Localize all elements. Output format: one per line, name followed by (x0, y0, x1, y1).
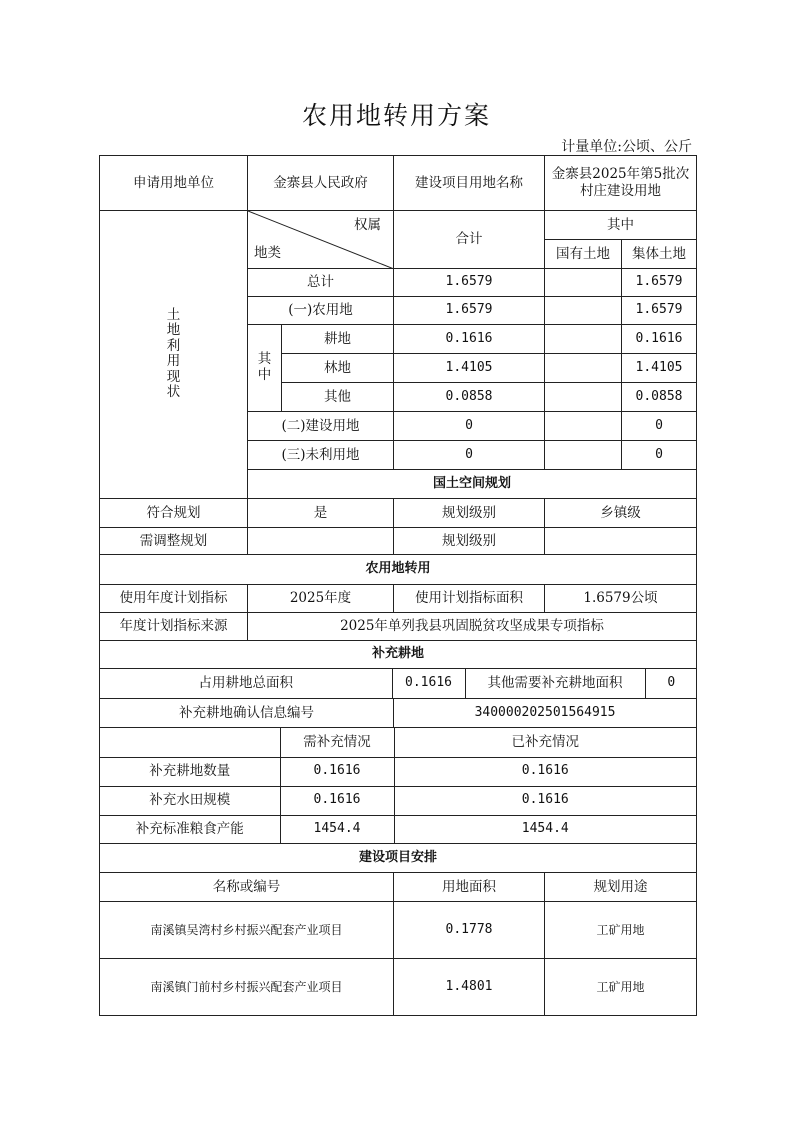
plan-area-label: 使用计划指标面积 (394, 585, 545, 613)
empty-header-cell (100, 728, 280, 757)
supplement-row-done: 1454.4 (521, 821, 569, 837)
row-state (545, 297, 622, 325)
project-use-header: 规划用途 (545, 873, 697, 902)
annual-plan-value: 2025年度 (248, 585, 394, 613)
project-row-area: 0.1778 (394, 902, 545, 959)
row-label: 林地 (282, 354, 394, 383)
land-status-section-label: 土地利用现状 (100, 211, 248, 499)
landtype-header: 地类 (254, 245, 281, 262)
conversion-section-header: 农用地转用 (100, 555, 697, 585)
conform-plan-label: 符合规划 (100, 499, 248, 528)
applicant-label: 申请用地单位 (100, 156, 248, 211)
project-name-header: 名称或编号 (100, 873, 394, 902)
supplement-row-label: 补充标准粮食产能 (100, 815, 280, 843)
row-state (545, 325, 622, 354)
supplement-row-need: 0.1616 (280, 786, 394, 815)
unit-note: 计量单位:公顷、公斤 (561, 139, 692, 155)
row-total: 1.4105 (394, 354, 545, 383)
total-header: 合计 (394, 211, 545, 269)
supplement-section-header: 补充耕地 (100, 641, 697, 669)
row-total: 0.1616 (394, 325, 545, 354)
supplement-inner-table (100, 728, 696, 843)
row-label: 总计 (248, 269, 394, 297)
row-state (545, 383, 622, 412)
ownership-landtype-header (248, 211, 394, 269)
plan-source-label: 年度计划指标来源 (100, 613, 248, 641)
row-collective: 1.4105 (622, 354, 697, 383)
adjust-plan-level-label: 规划级别 (394, 528, 545, 555)
project-row-use: 工矿用地 (545, 959, 697, 1016)
row-label: (一)农用地 (248, 297, 394, 325)
supplement-row-done: 0.1616 (394, 786, 696, 815)
other-area-label: 其他需要补充耕地面积 (465, 669, 645, 698)
row-total: 0.0858 (394, 383, 545, 412)
supplement-row-done: 0.1616 (394, 757, 696, 786)
conform-plan-value: 是 (248, 499, 394, 528)
ownership-header: 权属 (354, 217, 381, 233)
row-state (545, 269, 622, 297)
row-collective: 0 (622, 441, 697, 470)
plan-source-value: 2025年单列我县巩固脱贫攻坚成果专项指标 (248, 613, 697, 641)
other-area-value: 0 (667, 675, 676, 691)
supplement-row-label: 补充耕地数量 (100, 757, 280, 786)
plan-area-value: 1.6579公顷 (545, 585, 697, 613)
project-area-header: 用地面积 (394, 873, 545, 902)
project-row-area: 1.4801 (394, 959, 545, 1016)
supplement-row-need: 1454.4 (280, 815, 394, 843)
plan-level-label: 规划级别 (394, 499, 545, 528)
row-label: (二)建设用地 (248, 412, 394, 441)
adjust-plan-value (248, 528, 394, 555)
row-total: 0 (394, 441, 545, 470)
row-label: 其他 (282, 383, 394, 412)
row-label: (三)未利用地 (248, 441, 394, 470)
project-name-value: 金寨县2025年第5批次村庄建设用地 (545, 156, 697, 211)
adjust-plan-level-value (545, 528, 697, 555)
row-collective: 0.1616 (622, 325, 697, 354)
row-total: 1.6579 (394, 297, 545, 325)
row-label: 耕地 (282, 325, 394, 354)
collective-land-header: 集体土地 (622, 240, 697, 269)
occupied-area-inner-table (100, 669, 697, 698)
adjust-plan-label: 需调整规划 (100, 528, 248, 555)
row-collective: 1.6579 (622, 269, 697, 297)
supplement-details (100, 728, 697, 844)
spatial-planning-section-header: 国土空间规划 (248, 470, 697, 499)
of-which-side-label: 其中 (248, 325, 282, 412)
project-row-name: 南溪镇吴湾村乡村振兴配套产业项目 (100, 902, 394, 959)
project-row-name: 南溪镇门前村乡村振兴配套产业项目 (100, 959, 394, 1016)
project-row-use: 工矿用地 (545, 902, 697, 959)
of-which-header: 其中 (545, 211, 697, 240)
annual-plan-label: 使用年度计划指标 (100, 585, 248, 613)
page-title: 农用地转用方案 (301, 101, 491, 130)
occupied-area-label: 占用耕地总面积 (100, 669, 392, 698)
conversion-plan-table (99, 155, 697, 1016)
supplement-row-label: 补充水田规模 (100, 786, 280, 815)
applicant-value: 金寨县人民政府 (248, 156, 394, 211)
confirm-number-value: 340000202501564915 (394, 699, 697, 728)
state-land-header: 国有土地 (545, 240, 622, 269)
row-collective: 0.0858 (622, 383, 697, 412)
row-total: 0 (394, 412, 545, 441)
project-name-label: 建设项目用地名称 (394, 156, 545, 211)
row-state (545, 412, 622, 441)
confirm-number-label: 补充耕地确认信息编号 (100, 699, 394, 728)
need-supplement-header: 需补充情况 (280, 728, 394, 757)
row-collective: 1.6579 (622, 297, 697, 325)
plan-level-value: 乡镇级 (545, 499, 697, 528)
supplement-row-need: 0.1616 (280, 757, 394, 786)
done-supplement-header: 已补充情况 (394, 728, 696, 757)
occupied-area-value: 0.1616 (392, 669, 465, 698)
projects-section-header: 建设项目安排 (100, 844, 697, 873)
row-total: 1.6579 (394, 269, 545, 297)
row-state (545, 441, 622, 470)
occupied-area-row (100, 669, 697, 699)
row-state (545, 354, 622, 383)
row-collective: 0 (622, 412, 697, 441)
